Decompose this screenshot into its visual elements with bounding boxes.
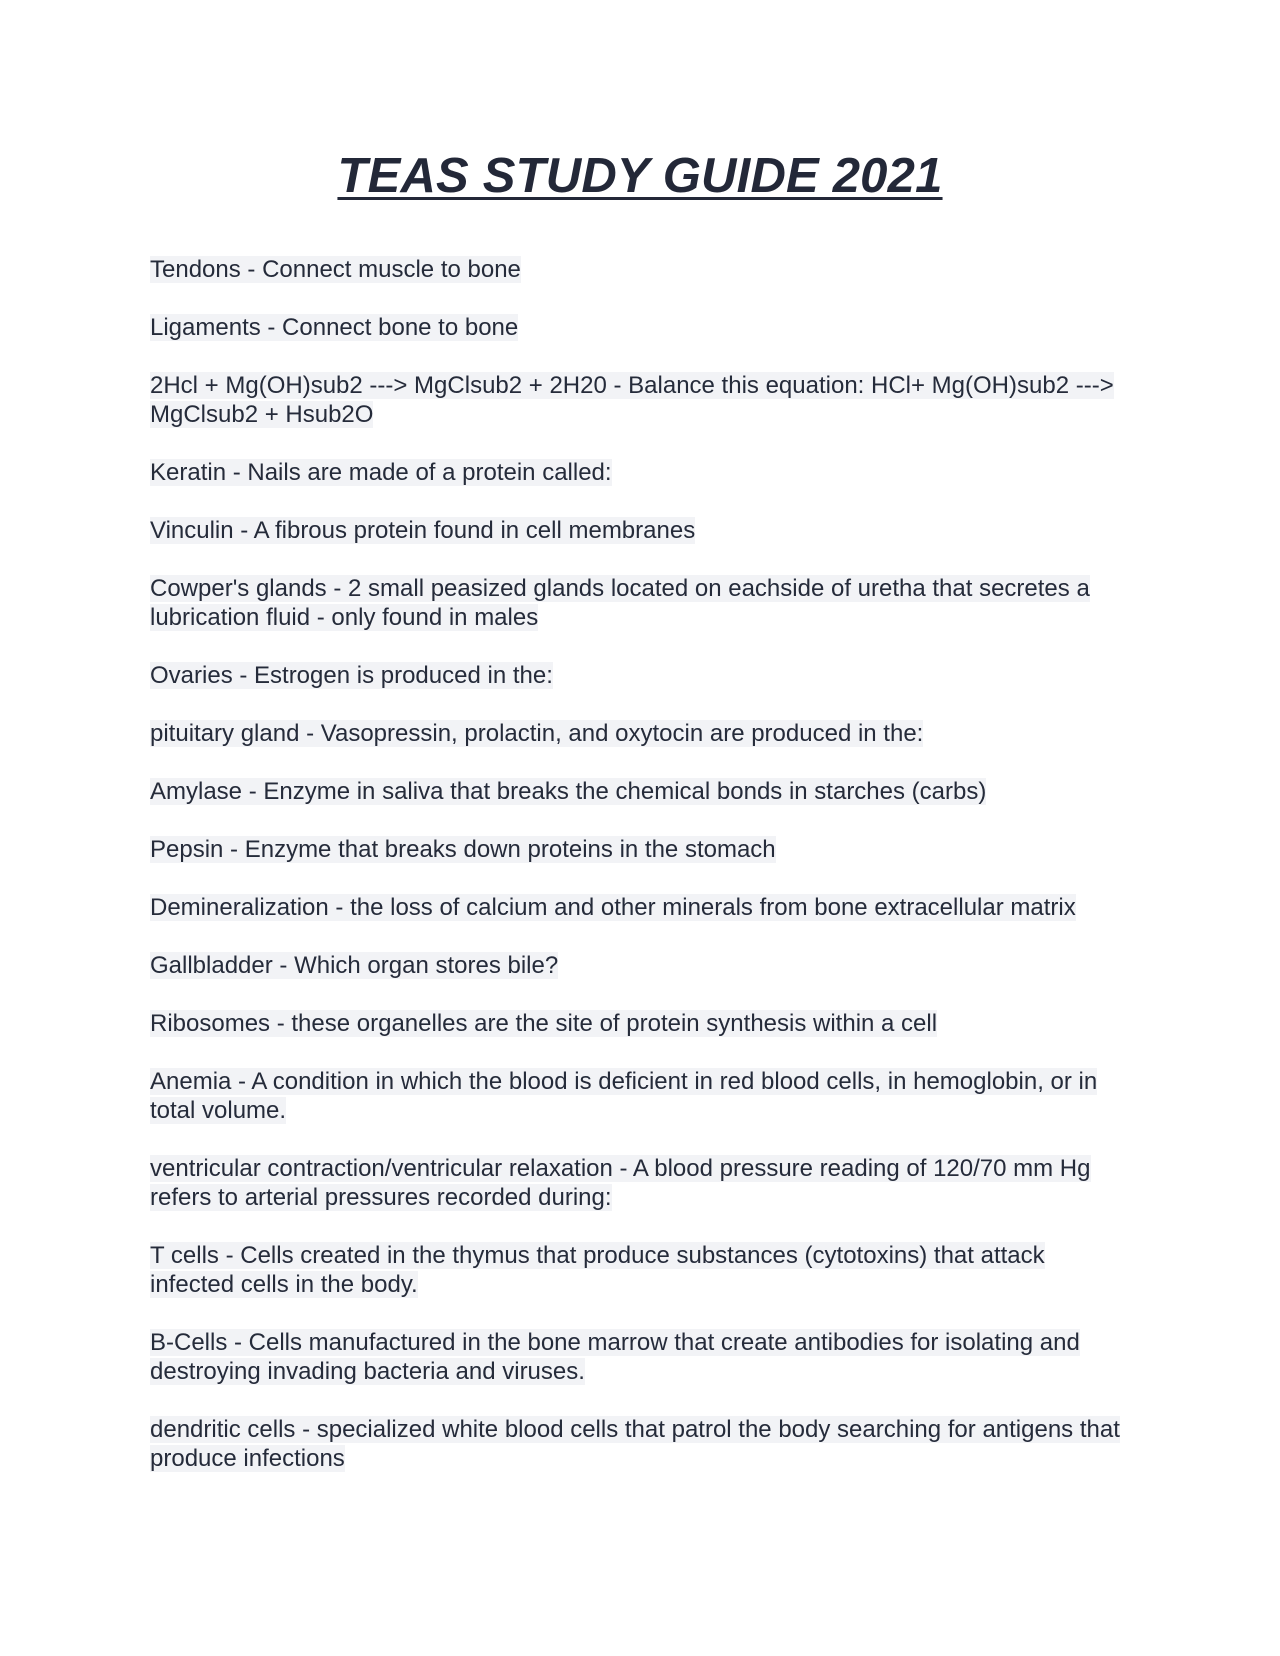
entry-text: Amylase - Enzyme in saliva that breaks the chemical bonds in starches (carbs)	[150, 778, 987, 805]
list-item	[150, 574, 1130, 632]
study-entries	[150, 255, 1130, 1502]
entry-text: dendritic cells - specialized white blood cells that patrol the body searching for antigens that produce infections	[150, 1416, 1120, 1472]
entry-text: Gallbladder - Which organ stores bile?	[150, 952, 559, 979]
list-item	[150, 1154, 1130, 1212]
list-item	[150, 1241, 1130, 1299]
entry-text: Tendons - Connect muscle to bone	[150, 256, 521, 283]
list-item	[150, 458, 1130, 487]
entry-text: Ovaries - Estrogen is produced in the:	[150, 662, 553, 689]
list-item	[150, 1415, 1130, 1473]
list-item	[150, 719, 1130, 748]
entry-text: Ligaments - Connect bone to bone	[150, 314, 519, 341]
list-item	[150, 1328, 1130, 1386]
entry-text: Vinculin - A fibrous protein found in cell membranes	[150, 517, 696, 544]
entry-text: T cells - Cells created in the thymus that produce substances (cytotoxins) that attack infected cells in the body.	[150, 1242, 1045, 1298]
entry-text: Pepsin - Enzyme that breaks down proteins in the stomach	[150, 836, 776, 863]
list-item	[150, 1067, 1130, 1125]
entry-text: ventricular contraction/ventricular relaxation - A blood pressure reading of 120/70 mm Hg refers to arterial pressures recorded during:	[150, 1155, 1091, 1211]
list-item	[150, 835, 1130, 864]
list-item	[150, 893, 1130, 922]
entry-text: Anemia - A condition in which the blood is deficient in red blood cells, in hemoglobin, or in total volume.	[150, 1068, 1098, 1124]
entry-text: Demineralization - the loss of calcium and other minerals from bone extracellular matrix	[150, 894, 1076, 921]
page-title: TEAS STUDY GUIDE 2021	[337, 149, 943, 203]
list-item	[150, 951, 1130, 980]
entry-text: Keratin - Nails are made of a protein called:	[150, 459, 612, 486]
entry-text: Cowper's glands - 2 small peasized glands located on eachside of uretha that secretes a lubrication fluid - only found in males	[150, 575, 1090, 631]
list-item	[150, 516, 1130, 545]
entry-text: 2Hcl + Mg(OH)sub2 ---> MgClsub2 + 2H20 - Balance this equation: HCl+ Mg(OH)sub2 ---> MgClsub2 + Hsub2O	[150, 372, 1114, 428]
list-item	[150, 1009, 1130, 1038]
entry-text: Ribosomes - these organelles are the site of protein synthesis within a cell	[150, 1010, 938, 1037]
list-item	[150, 371, 1130, 429]
entry-text: pituitary gland - Vasopressin, prolactin, and oxytocin are produced in the:	[150, 720, 924, 747]
list-item	[150, 313, 1130, 342]
list-item	[150, 661, 1130, 690]
list-item	[150, 255, 1130, 284]
list-item	[150, 777, 1130, 806]
entry-text: B-Cells - Cells manufactured in the bone marrow that create antibodies for isolating and destroying invading bacteria and viruses.	[150, 1329, 1080, 1385]
